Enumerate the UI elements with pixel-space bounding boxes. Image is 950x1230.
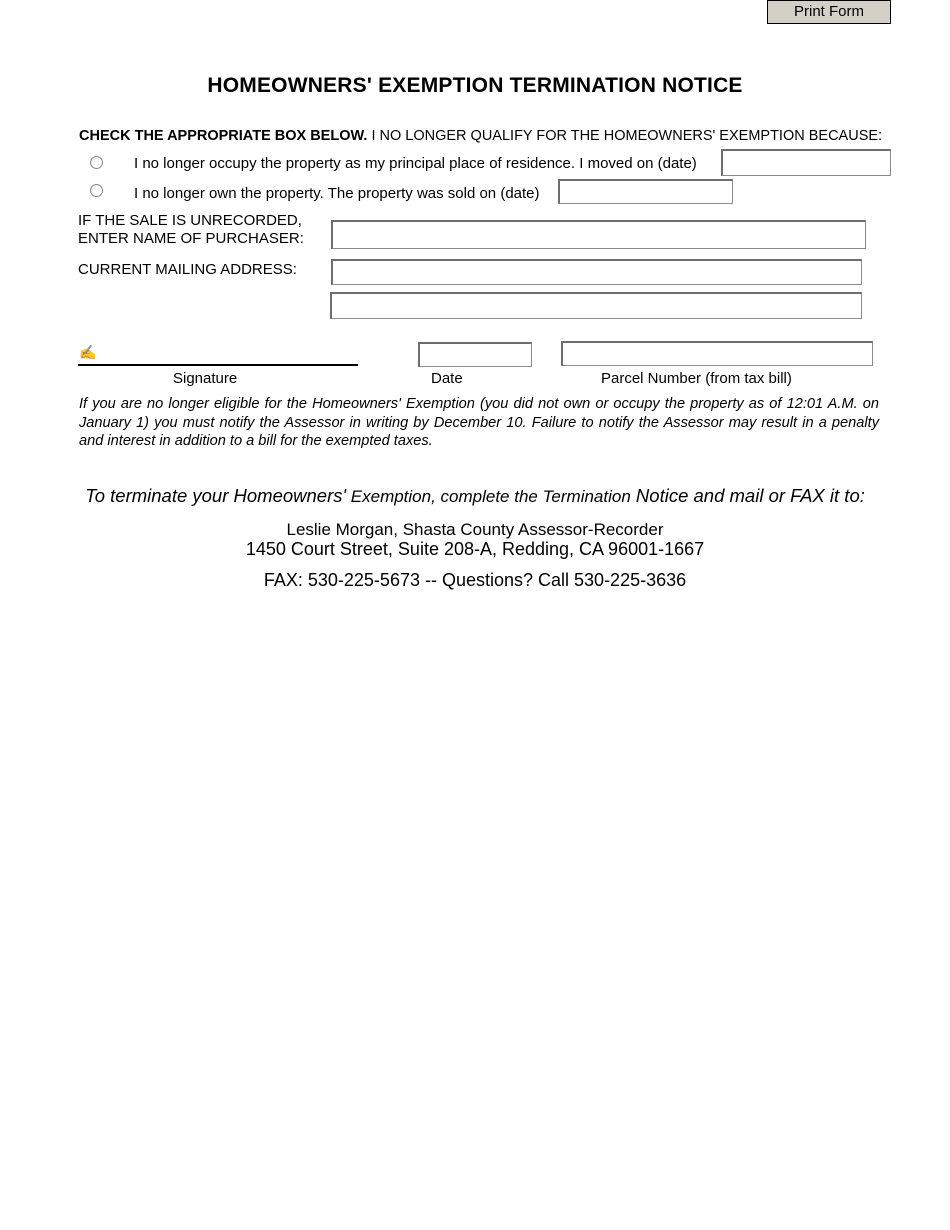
mail-instructions-part3: Notice and mail or FAX it to: bbox=[630, 485, 865, 506]
parcel-number-input[interactable] bbox=[561, 341, 873, 366]
purchaser-label-line1: IF THE SALE IS UNRECORDED, bbox=[78, 212, 302, 229]
instructions-bold: CHECK THE APPROPRIATE BOX BELOW. bbox=[79, 128, 368, 144]
pen-icon: ✍ bbox=[79, 344, 97, 360]
moved-date-input[interactable] bbox=[721, 149, 891, 176]
signature-date-input[interactable] bbox=[418, 342, 532, 367]
eligibility-notice: If you are no longer eligible for the Homeowners' Exemption (you did not own or occupy the property as of 12:01 A.M. on January 1) you must notify the Assessor in writing by December 10. Failure to notify the Assessor may result in a penalty and interest in addition to a bill for the exempted taxes. bbox=[79, 396, 879, 449]
date-caption: Date bbox=[431, 370, 463, 387]
signature-caption: Signature bbox=[173, 370, 238, 387]
purchaser-label bbox=[78, 212, 304, 248]
instructions-rest: I NO LONGER QUALIFY FOR THE HOMEOWNERS' EXEMPTION BECAUSE: bbox=[367, 128, 883, 144]
purchaser-name-input[interactable] bbox=[331, 220, 866, 249]
contact-fax-phone: FAX: 530-225-5673 -- Questions? Call 530-225-3636 bbox=[263, 570, 687, 590]
mail-instructions-part1: To terminate your Homeowners' bbox=[85, 485, 347, 506]
purchaser-label-line2: ENTER NAME OF PURCHASER: bbox=[78, 230, 304, 247]
assessor-address: 1450 Court Street, Suite 208-A, Redding, CA 96001-1667 bbox=[245, 539, 705, 559]
parcel-caption: Parcel Number (from tax bill) bbox=[601, 370, 792, 387]
sold-date-input[interactable] bbox=[558, 179, 733, 204]
signature-line[interactable] bbox=[78, 364, 358, 366]
assessor-name: Leslie Morgan, Shasta County Assessor-Recorder bbox=[286, 520, 664, 539]
instructions bbox=[79, 128, 882, 144]
page-title: HOMEOWNERS' EXEMPTION TERMINATION NOTICE bbox=[207, 74, 743, 97]
option-sold-radio[interactable] bbox=[90, 184, 103, 197]
print-form-button[interactable]: Print Form bbox=[767, 0, 891, 24]
option-moved-radio[interactable] bbox=[90, 156, 103, 169]
mail-instructions bbox=[0, 485, 950, 507]
option-sold-label: I no longer own the property. The property was sold on (date) bbox=[134, 185, 540, 202]
mail-instructions-part2: Exemption, complete the Termination bbox=[346, 487, 631, 506]
mailing-address-label: CURRENT MAILING ADDRESS: bbox=[78, 261, 297, 278]
mailing-address-line1-input[interactable] bbox=[331, 259, 862, 285]
mailing-address-line2-input[interactable] bbox=[330, 292, 862, 319]
option-moved-label: I no longer occupy the property as my principal place of residence. I moved on (date) bbox=[134, 155, 697, 172]
